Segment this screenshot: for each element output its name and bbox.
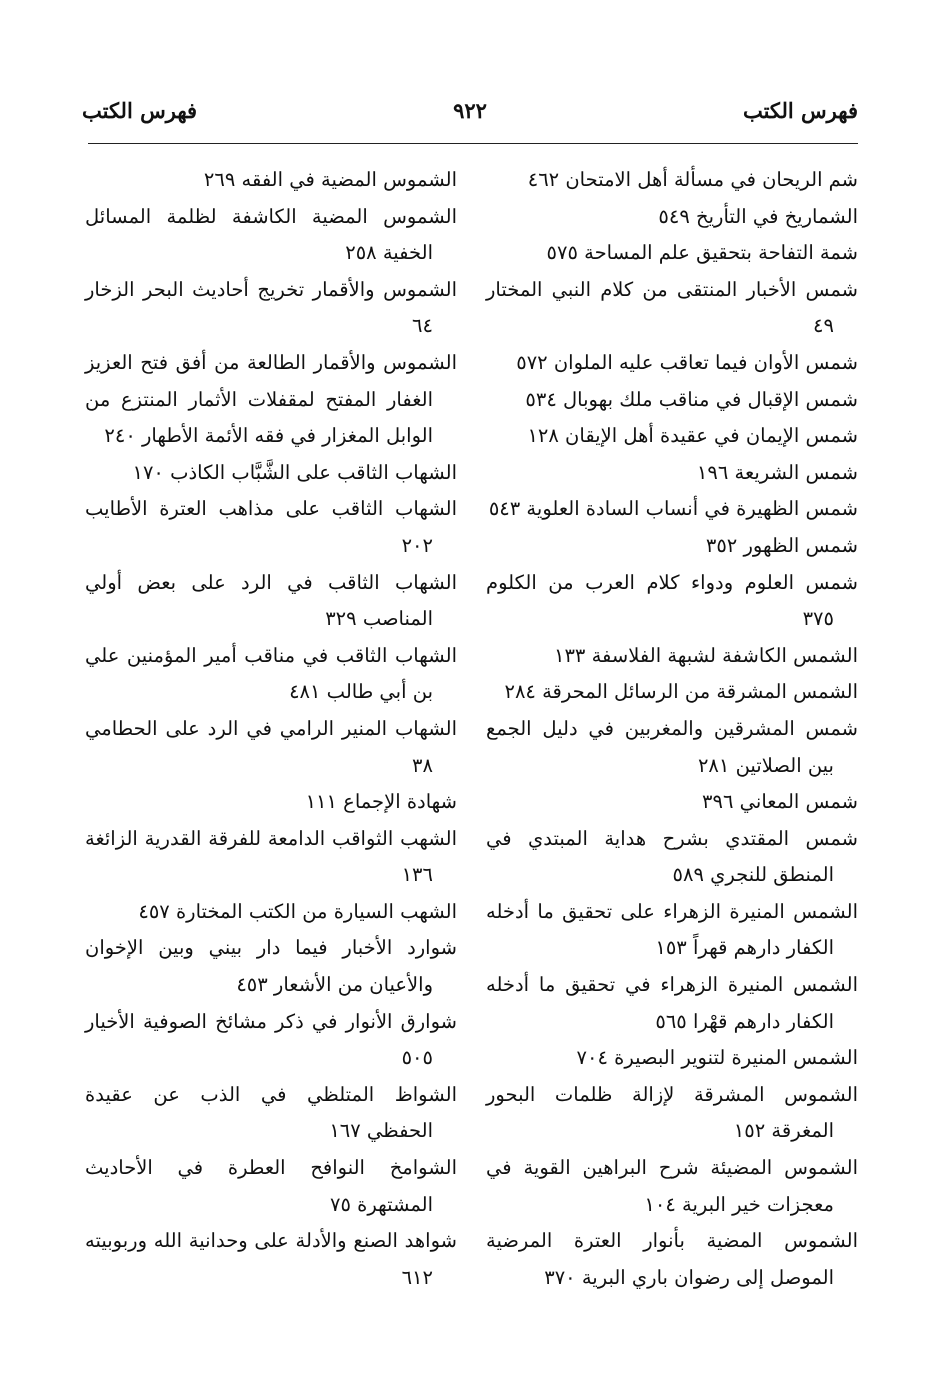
index-entry: الشهاب المنير الرامي في الرد على الحطامي ٣٨ — [85, 716, 457, 777]
index-entry: شوارق الأنوار في ذكر مشائخ الصوفية الأخيار ٥٠٥ — [85, 1009, 457, 1070]
index-entry: الشواظ المتلظي في الذب عن عقيدة الحفظي ١٦٧ — [85, 1082, 457, 1143]
index-entry: الشماريخ في التأريخ ٥٤٩ — [658, 204, 858, 228]
index-entry: الشمس المشرقة من الرسائل المحرقة ٢٨٤ — [504, 680, 858, 704]
index-entry: الشهاب الثاقب في الرد على بعض أولي المناصب ٣٢٩ — [85, 570, 457, 631]
index-entry: الشموس والأقمار الطالعة من أفق فتح العزيز الغفار المفتح لمقفلات الأثمار المنتزع من الوابل المغزار في فقه الأئمة الأطهار ٢٤٠ — [85, 350, 457, 448]
index-entry: الشمس المنيرة لتنوير البصيرة ٧٠٤ — [576, 1046, 858, 1070]
index-entry: شمس العلوم ودواء كلام العرب من الكلوم ٣٧٥ — [486, 570, 858, 631]
index-entry: الشموس المضية بأنوار العترة المرضية الموصل إلى رضوان باري البرية ٣٧٠ — [486, 1229, 858, 1289]
index-entry: الشهاب الثاقب على الشَّبَّاب الكاذب ١٧٠ — [132, 460, 457, 484]
index-entry: شمس الشريعة ١٩٦ — [696, 460, 858, 484]
index-entry: الشموس المضية الكاشفة لظلمة المسائل الخفية ٢٥٨ — [85, 204, 457, 265]
index-entry: شمس الأخبار المنتقى من كلام النبي المختار ٤٩ — [486, 277, 858, 338]
index-entry: شمة التفاحة بتحقيق علم المساحة ٥٧٥ — [546, 241, 858, 265]
index-entry: شمس الإيمان في عقيدة أهل الإيقان ١٢٨ — [527, 424, 858, 448]
index-column-right — [486, 162, 858, 1296]
page-number: ٩٢٢ — [453, 98, 487, 123]
header-divider — [88, 143, 858, 144]
running-title-right: فهرس الكتب — [742, 98, 858, 123]
index-entry: الشموس المضيئة شرح البراهين القوية في معجزات خير البرية ١٠٤ — [486, 1156, 858, 1216]
index-entry: شمس المقتدي بشرح هداية المبتدي في المنطق للنجري ٥٨٩ — [486, 826, 858, 887]
index-entry: الشموس المضية في الفقه ٢٦٩ — [203, 168, 457, 191]
index-entry: شمس الأوان فيما تعاقب عليه الملوان ٥٧٢ — [516, 350, 858, 374]
index-entry: شمس المشرقين والمغربين في دليل الجمع بين الصلاتين ٢٨١ — [486, 716, 858, 777]
index-entry: شم الريحان في مسألة أهل الامتحان ٤٦٢ — [527, 168, 858, 191]
index-entry: الشهاب الثاقب على مذاهب العترة الأطايب ٢٠٢ — [85, 497, 457, 557]
page-header — [82, 98, 858, 134]
index-entry: شمس الظهور ٣٥٢ — [705, 533, 858, 557]
index-entry: الشهاب الثاقب في مناقب أمير المؤمنين علي بن أبي طالب ٤٨١ — [85, 643, 457, 704]
index-entry: الشمس الكاشفة لشبهة الفلاسفة ١٣٣ — [553, 643, 858, 667]
index-column-left — [85, 162, 457, 1296]
index-entry: الشمس المنيرة الزهراء في تحقيق ما أدخله الكفار دارهم قهْرا ٥٦٥ — [486, 973, 858, 1033]
index-entry: شهادة الإجماع ١١١ — [305, 790, 457, 814]
index-entry: الشموس المشرقة لإزالة ظلمات البحور المغرقة ١٥٢ — [486, 1082, 858, 1143]
index-entry: شواهد الصنع والأدلة على وحدانية الله وربوبيته ٦١٢ — [85, 1229, 457, 1289]
running-title-left: فهرس الكتب — [82, 98, 198, 123]
index-entry: شمس الظهيرة في أنساب السادة العلوية ٥٤٣ — [488, 497, 858, 521]
index-entry: الشهب الثواقب الدامعة للفرقة القدرية الزائغة ١٣٦ — [85, 826, 457, 887]
index-entry: شوارد الأخبار فيما دار بيني وبين الإخوان والأعيان من الأشعار ٤٥٣ — [85, 936, 457, 997]
index-entry: الشوامخ النوافح العطرة في الأحاديث المشتهرة ٧٥ — [85, 1156, 457, 1216]
index-entry: الشمس المنيرة الزهراء على تحقيق ما أدخله الكفار دارهم قهراً ١٥٣ — [486, 899, 858, 960]
index-entry: شمس الإقبال في مناقب ملك بهوبال ٥٣٤ — [525, 387, 858, 411]
index-entry: شمس المعاني ٣٩٦ — [702, 790, 858, 814]
index-entry: الشهب السيارة من الكتب المختارة ٤٥٧ — [138, 899, 457, 923]
index-entry: الشموس والأقمار تخريج أحاديث البحر الزخار ٦٤ — [85, 277, 457, 338]
